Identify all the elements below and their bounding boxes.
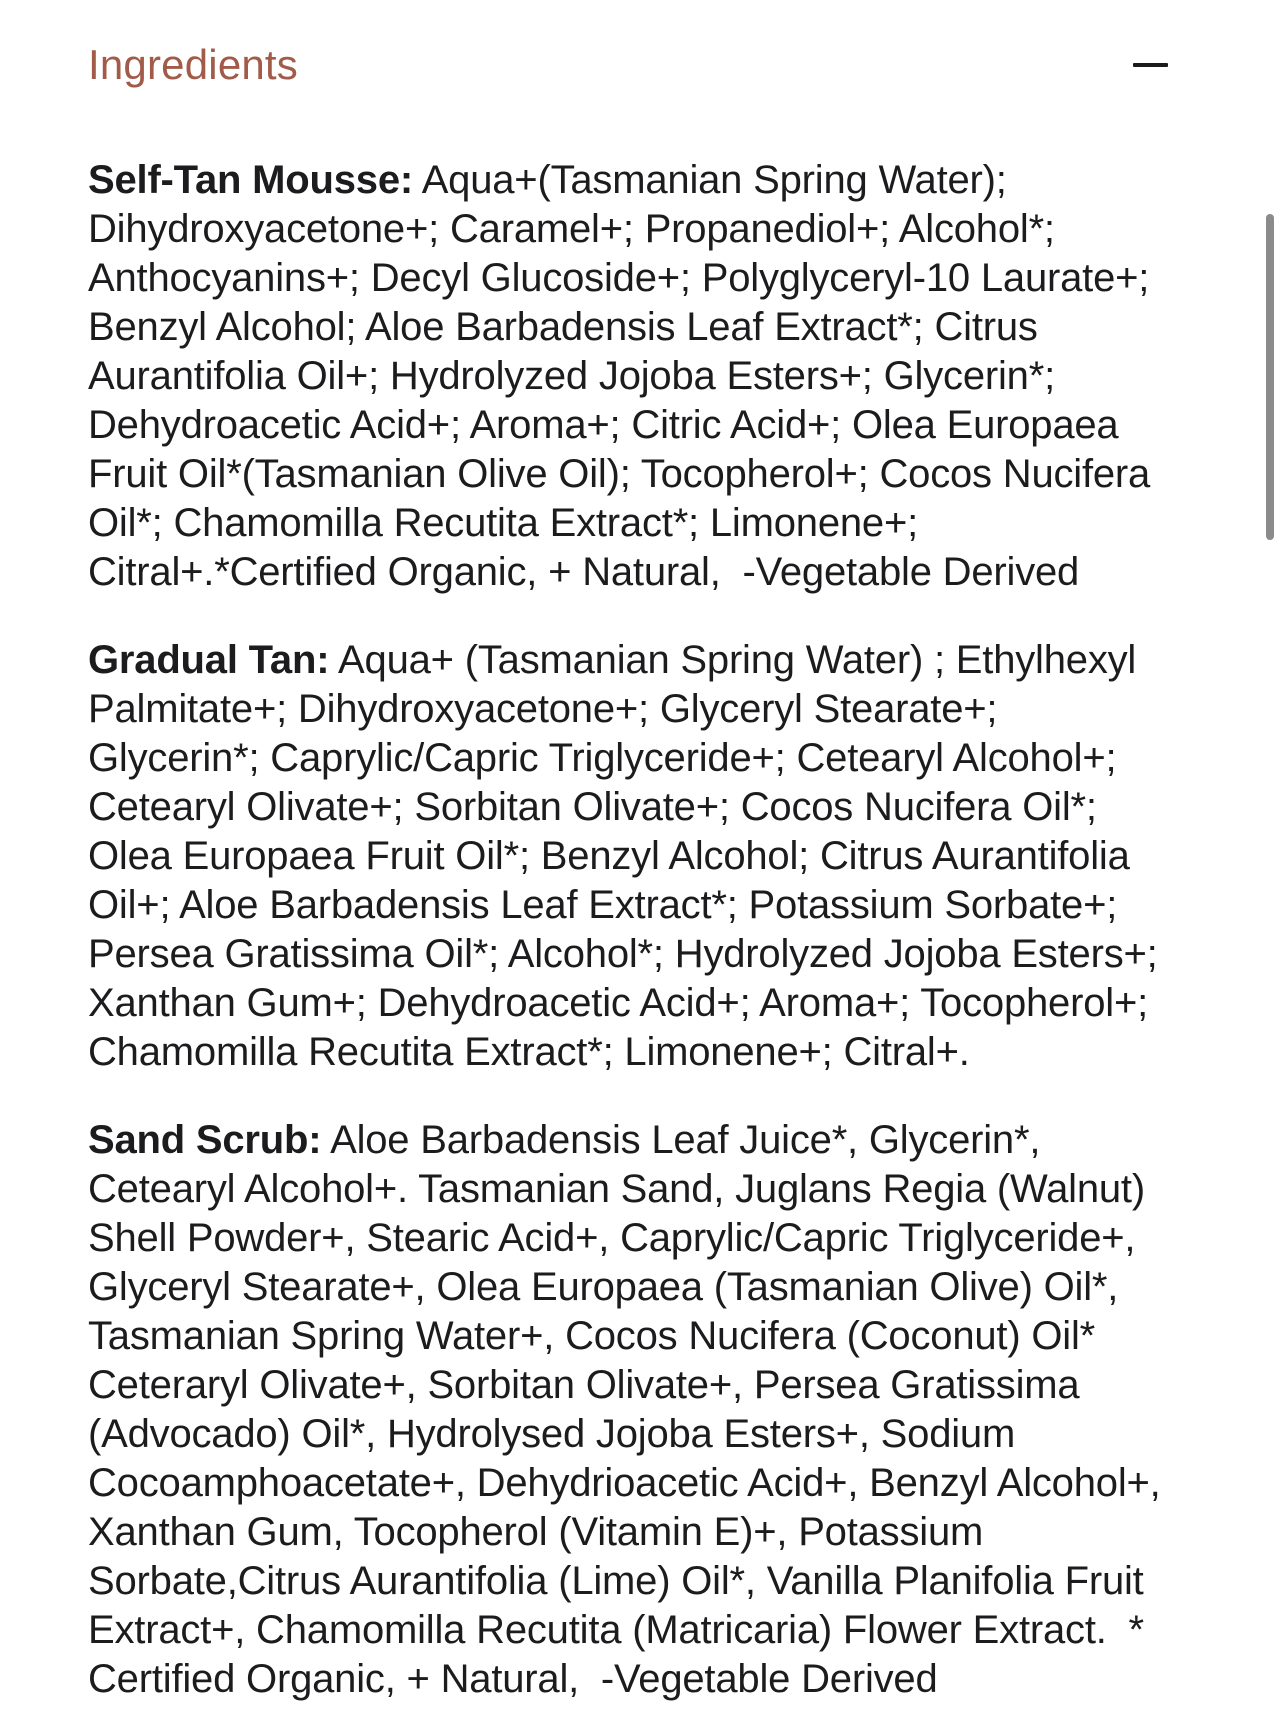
section-ingredients-self-tan-mousse: Aqua+(Tasmanian Spring Water); Dihydroxyacetone+; Caramel+; Propanediol+; Alcohol*; Anthocyanins+; Decyl Glucoside+; Polyglyceryl-10 Laurate+; Benzyl Alcohol; Aloe Barbadensis Leaf Extract*; Citrus Aurantifolia Oil+; Hydrolyzed Jojoba Esters+; Glycerin*; Dehydroacetic Acid+; Aroma+; Citric Acid+; Olea Europaea Fruit Oil*(Tasmanian Olive Oil); Tocopherol+; Cocos Nucifera Oil*; Chamomilla Recutita Extract*; Limonene+; Citral+.*Certified Organic, + Natural, -Vegetable Derived (88, 158, 1162, 594)
accordion-header (88, 40, 1168, 90)
section-title-gradual-tan: Gradual Tan: (88, 638, 330, 682)
minus-icon (1133, 63, 1168, 67)
scrollbar-thumb[interactable] (1266, 214, 1274, 540)
collapse-section-button[interactable] (1132, 40, 1168, 90)
ingredient-section-gradual-tan (88, 636, 1168, 1077)
ingredient-section-sand-scrub (88, 1116, 1172, 1704)
section-title-sand-scrub: Sand Scrub: (88, 1118, 322, 1162)
ingredients-heading: Ingredients (88, 41, 299, 88)
section-title-self-tan-mousse: Self-Tan Mousse: (88, 158, 413, 202)
ingredients-content (88, 156, 1172, 1704)
ingredient-section-self-tan-mousse (88, 156, 1168, 597)
section-ingredients-sand-scrub: Aloe Barbadensis Leaf Juice*, Glycerin*, Cetearyl Alcohol+. Tasmanian Sand, Juglans Regia (Walnut) Shell Powder+, Stearic Acid+, Caprylic/Capric Triglyceride+, Glyceryl Stearate+, Olea Europaea (Tasmanian Olive) Oil*, Tasmanian Spring Water+, Cocos Nucifera (Coconut) Oil* Ceteraryl Olivate+, Sorbitan Olivate+, Persea Gratissima (Advocado) Oil*, Hydrolysed Jojoba Esters+, Sodium Cocoamphoacetate+, Dehydrioacetic Acid+, Benzyl Alcohol+, Xanthan Gum, Tocopherol (Vitamin E)+, Potassium Sorbate,Citrus Aurantifolia (Lime) Oil*, Vanilla Planifolia Fruit Extract+, Chamomilla Recutita (Matricaria) Flower Extract. * Certified Organic, + Natural, -Vegetable Derived (88, 1118, 1172, 1701)
section-ingredients-gradual-tan: Aqua+ (Tasmanian Spring Water) ; Ethylhexyl Palmitate+; Dihydroxyacetone+; Glyceryl Stearate+; Glycerin*; Caprylic/Capric Triglyceride+; Cetearyl Alcohol+; Cetearyl Olivate+; Sorbitan Olivate+; Cocos Nucifera Oil*; Olea Europaea Fruit Oil*; Benzyl Alcohol; Citrus Aurantifolia Oil+; Aloe Barbadensis Leaf Extract*; Potassium Sorbate+; Persea Gratissima Oil*; Alcohol*; Hydrolyzed Jojoba Esters+; Xanthan Gum+; Dehydroacetic Acid+; Aroma+; Tocopherol+; Chamomilla Recutita Extract*; Limonene+; Citral+. (88, 638, 1169, 1074)
